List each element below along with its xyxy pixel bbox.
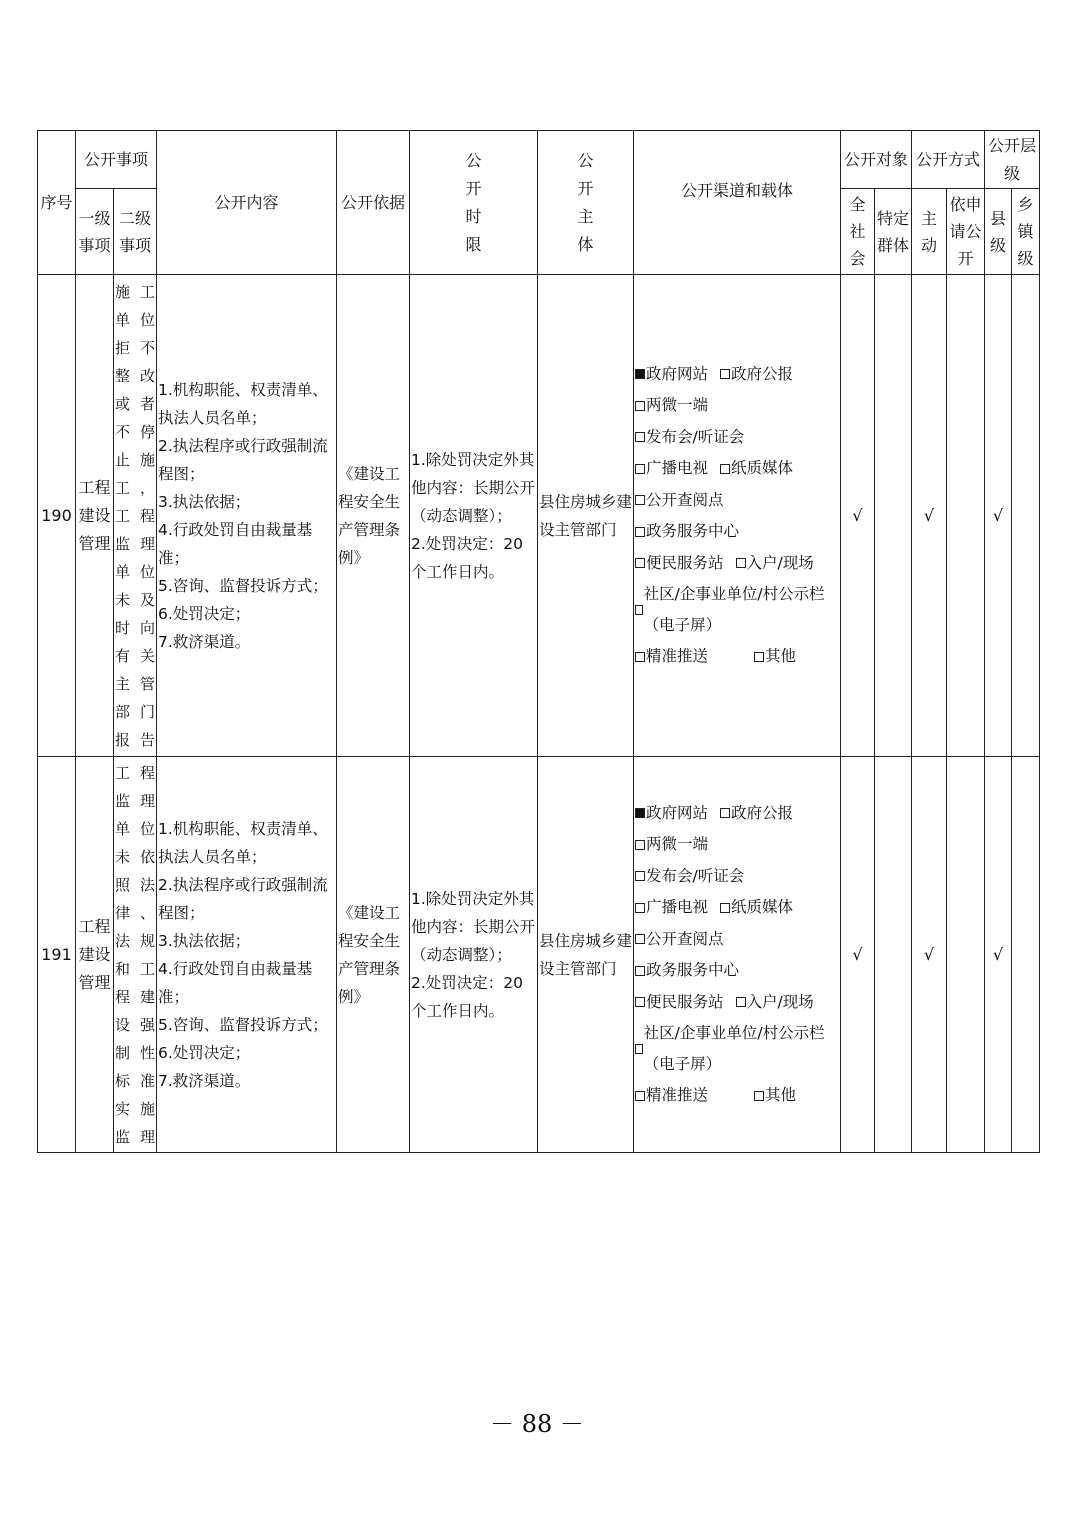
unchecked-box-icon [635, 1044, 643, 1054]
channel-option [720, 798, 793, 829]
channel-option [736, 548, 814, 579]
channel-label: 发布会/听证会 [646, 427, 745, 446]
checked-box-icon [635, 369, 645, 379]
channel-option [635, 955, 739, 986]
header-audience: 公开对象 [841, 131, 912, 189]
header-method: 公开方式 [912, 131, 985, 189]
unchecked-box-icon [635, 401, 645, 411]
content-line: 2.执法程序或行政强制流程图； [158, 875, 328, 922]
header-level2: 二级事项 [114, 189, 157, 275]
content-line: 1.机构职能、权责清单、执法人员名单； [158, 819, 328, 866]
channel-option [635, 892, 708, 923]
row-content [157, 275, 337, 757]
row-audience-all: √ [841, 275, 875, 757]
row-channels [634, 757, 841, 1153]
content-line: 4.行政处罚自由裁量基准； [158, 959, 313, 1006]
header-level1: 一级事项 [76, 189, 114, 275]
channel-option [635, 861, 744, 892]
channel-option [635, 422, 744, 453]
header-seq: 序号 [38, 131, 76, 275]
channel-option [720, 359, 793, 390]
content-line: 3.执法依据； [158, 931, 251, 950]
unchecked-box-icon [635, 652, 645, 662]
header-audience-all [841, 189, 875, 275]
table-row [38, 275, 1040, 757]
channel-line [635, 1018, 839, 1080]
channel-line [635, 359, 839, 391]
row-level1: 工程建设管理 [76, 275, 114, 757]
content-line: 6.处罚决定； [158, 1043, 251, 1062]
unchecked-box-icon [720, 903, 730, 913]
channel-label: 公开查阅点 [646, 929, 724, 948]
row-audience-specific [875, 757, 912, 1153]
channel-option [635, 359, 708, 390]
header-subject-text: 公开主体 [577, 150, 594, 254]
row-seq: 191 [38, 757, 76, 1153]
time-limit-line: 2.处罚决定：20个工作日内。 [411, 973, 524, 1020]
channel-option [635, 516, 739, 547]
header-layer-town-text: 乡镇级 [1017, 195, 1034, 268]
channel-line [635, 987, 839, 1019]
row-method-request [947, 757, 985, 1153]
header-method-active-text: 主动 [921, 208, 938, 255]
channel-label: 便民服务站 [646, 553, 724, 572]
row-seq: 190 [38, 275, 76, 757]
unchecked-box-icon [720, 808, 730, 818]
row-layer-county: √ [985, 757, 1012, 1153]
channel-option [635, 548, 724, 579]
content-line: 4.行政处罚自由裁量基准； [158, 520, 313, 567]
channel-option [635, 798, 708, 829]
channel-label: 政务服务中心 [646, 961, 740, 979]
unchecked-box-icon [720, 464, 730, 474]
channel-label: 纸质媒体 [731, 459, 794, 477]
channel-label: 公开查阅点 [646, 490, 724, 509]
channel-label: 入户/现场 [746, 553, 814, 572]
channel-option [635, 579, 827, 641]
time-limit-line: 1.除处罚决定外其他内容：长期公开（动态调整）； [411, 450, 536, 525]
unchecked-box-icon [635, 558, 645, 568]
channel-option [635, 829, 708, 860]
content-line: 3.执法依据； [158, 492, 251, 511]
header-basis: 公开依据 [337, 131, 410, 275]
content-line: 2.执法程序或行政强制流程图； [158, 436, 328, 483]
channel-line [635, 390, 839, 453]
unchecked-box-icon [635, 840, 645, 850]
channel-option [754, 1080, 796, 1111]
header-layer: 公开层级 [985, 131, 1040, 189]
unchecked-box-icon [635, 495, 645, 505]
channel-option [635, 485, 724, 516]
channel-label: 政府公报 [731, 803, 794, 822]
time-limit-line: 2.处罚决定：20个工作日内。 [411, 534, 524, 581]
channel-line [635, 453, 839, 485]
unchecked-box-icon [754, 652, 764, 662]
channel-option [754, 641, 796, 672]
header-time-limit-text: 公开时限 [465, 150, 482, 254]
header-audience-specific: 特定群体 [875, 189, 912, 275]
unchecked-box-icon [635, 464, 645, 474]
header-layer-county [985, 189, 1012, 275]
channel-label: 政务服务中心 [646, 522, 740, 540]
channel-label: 精准推送 [646, 1086, 709, 1104]
page-number: － 88 － [490, 1410, 584, 1438]
unchecked-box-icon [720, 369, 730, 379]
content-line: 7.救济渠道。 [158, 1071, 251, 1090]
channel-label: 政府公报 [731, 364, 794, 383]
header-method-active [912, 189, 947, 275]
row-method-request [947, 275, 985, 757]
channel-label: 社区/企事业单位/村公示栏（电子屏） [643, 585, 825, 634]
row-method-active: √ [912, 757, 947, 1153]
channel-label: 发布会/听证会 [646, 866, 745, 885]
unchecked-box-icon [635, 903, 645, 913]
row-level1: 工程建设管理 [76, 757, 114, 1153]
channel-line [635, 798, 839, 830]
unchecked-box-icon [635, 934, 645, 944]
row-audience-all: √ [841, 757, 875, 1153]
channel-label: 纸质媒体 [731, 898, 794, 916]
channel-label: 两微一端 [646, 835, 709, 853]
channel-line [635, 579, 839, 641]
channel-line [635, 1080, 839, 1112]
row-layer-town [1012, 757, 1040, 1153]
channel-line [635, 485, 839, 548]
row-level2: 施工单位拒不整改或者不停止施工，工程监理单位未及时向有关主管部门报告 [114, 275, 157, 757]
channel-option [635, 453, 708, 484]
channel-label: 其他 [765, 1086, 797, 1104]
header-method-request: 依申请公开 [947, 189, 985, 275]
header-subject [538, 131, 634, 275]
content-line: 7.救济渠道。 [158, 632, 251, 651]
channel-line [635, 829, 839, 892]
row-time-limit [410, 757, 538, 1153]
header-layer-county-text: 县级 [990, 208, 1007, 255]
unchecked-box-icon [635, 605, 643, 615]
unchecked-box-icon [635, 966, 645, 976]
row-channels [634, 275, 841, 757]
channel-option [635, 987, 724, 1018]
channel-line [635, 892, 839, 924]
channel-label: 政府网站 [646, 364, 709, 383]
channel-label: 社区/企事业单位/村公示栏（电子屏） [643, 1024, 825, 1073]
header-time-limit [410, 131, 538, 275]
channel-option [635, 1080, 708, 1111]
channel-line [635, 548, 839, 580]
checked-box-icon [635, 808, 645, 818]
unchecked-box-icon [635, 871, 645, 881]
content-line: 5.咨询、监督投诉方式； [158, 1015, 328, 1034]
channel-label: 两微一端 [646, 396, 709, 414]
row-level2: 工程监理单位未依照法律、法规和工程建设强制性标准实施监理 [114, 757, 157, 1153]
channel-label: 政府网站 [646, 803, 709, 822]
header-layer-town [1012, 189, 1040, 275]
channel-line [635, 924, 839, 987]
table-row [38, 757, 1040, 1153]
unchecked-box-icon [635, 432, 645, 442]
channel-option [720, 453, 793, 484]
disclosure-table [37, 130, 1040, 1153]
channel-option [635, 641, 708, 672]
unchecked-box-icon [635, 997, 645, 1007]
row-basis: 《建设工程安全生产管理条例》 [337, 757, 410, 1153]
channel-label: 广播电视 [646, 898, 709, 916]
header-items: 公开事项 [76, 131, 157, 189]
header-audience-all-text: 全社会 [849, 195, 866, 268]
row-basis: 《建设工程安全生产管理条例》 [337, 275, 410, 757]
channel-option [635, 1018, 827, 1080]
channel-option [736, 987, 814, 1018]
channel-label: 便民服务站 [646, 992, 724, 1011]
channel-label: 广播电视 [646, 459, 709, 477]
content-line: 6.处罚决定； [158, 604, 251, 623]
channel-option [635, 390, 708, 421]
unchecked-box-icon [736, 558, 746, 568]
channel-option [635, 924, 724, 955]
channel-option [720, 892, 793, 923]
unchecked-box-icon [635, 527, 645, 537]
unchecked-box-icon [736, 997, 746, 1007]
channel-label: 精准推送 [646, 647, 709, 665]
channel-line [635, 641, 839, 673]
row-layer-county: √ [985, 275, 1012, 757]
unchecked-box-icon [635, 1091, 645, 1101]
row-audience-specific [875, 275, 912, 757]
row-time-limit [410, 275, 538, 757]
time-limit-line: 1.除处罚决定外其他内容：长期公开（动态调整）； [411, 889, 536, 964]
content-line: 5.咨询、监督投诉方式； [158, 576, 328, 595]
row-layer-town [1012, 275, 1040, 757]
channel-label: 入户/现场 [746, 992, 814, 1011]
header-content: 公开内容 [157, 131, 337, 275]
unchecked-box-icon [754, 1091, 764, 1101]
header-channels: 公开渠道和载体 [634, 131, 841, 275]
row-subject: 县住房城乡建设主管部门 [538, 275, 634, 757]
row-content [157, 757, 337, 1153]
row-method-active: √ [912, 275, 947, 757]
row-subject: 县住房城乡建设主管部门 [538, 757, 634, 1153]
content-line: 1.机构职能、权责清单、执法人员名单； [158, 380, 328, 427]
channel-label: 其他 [765, 647, 797, 665]
